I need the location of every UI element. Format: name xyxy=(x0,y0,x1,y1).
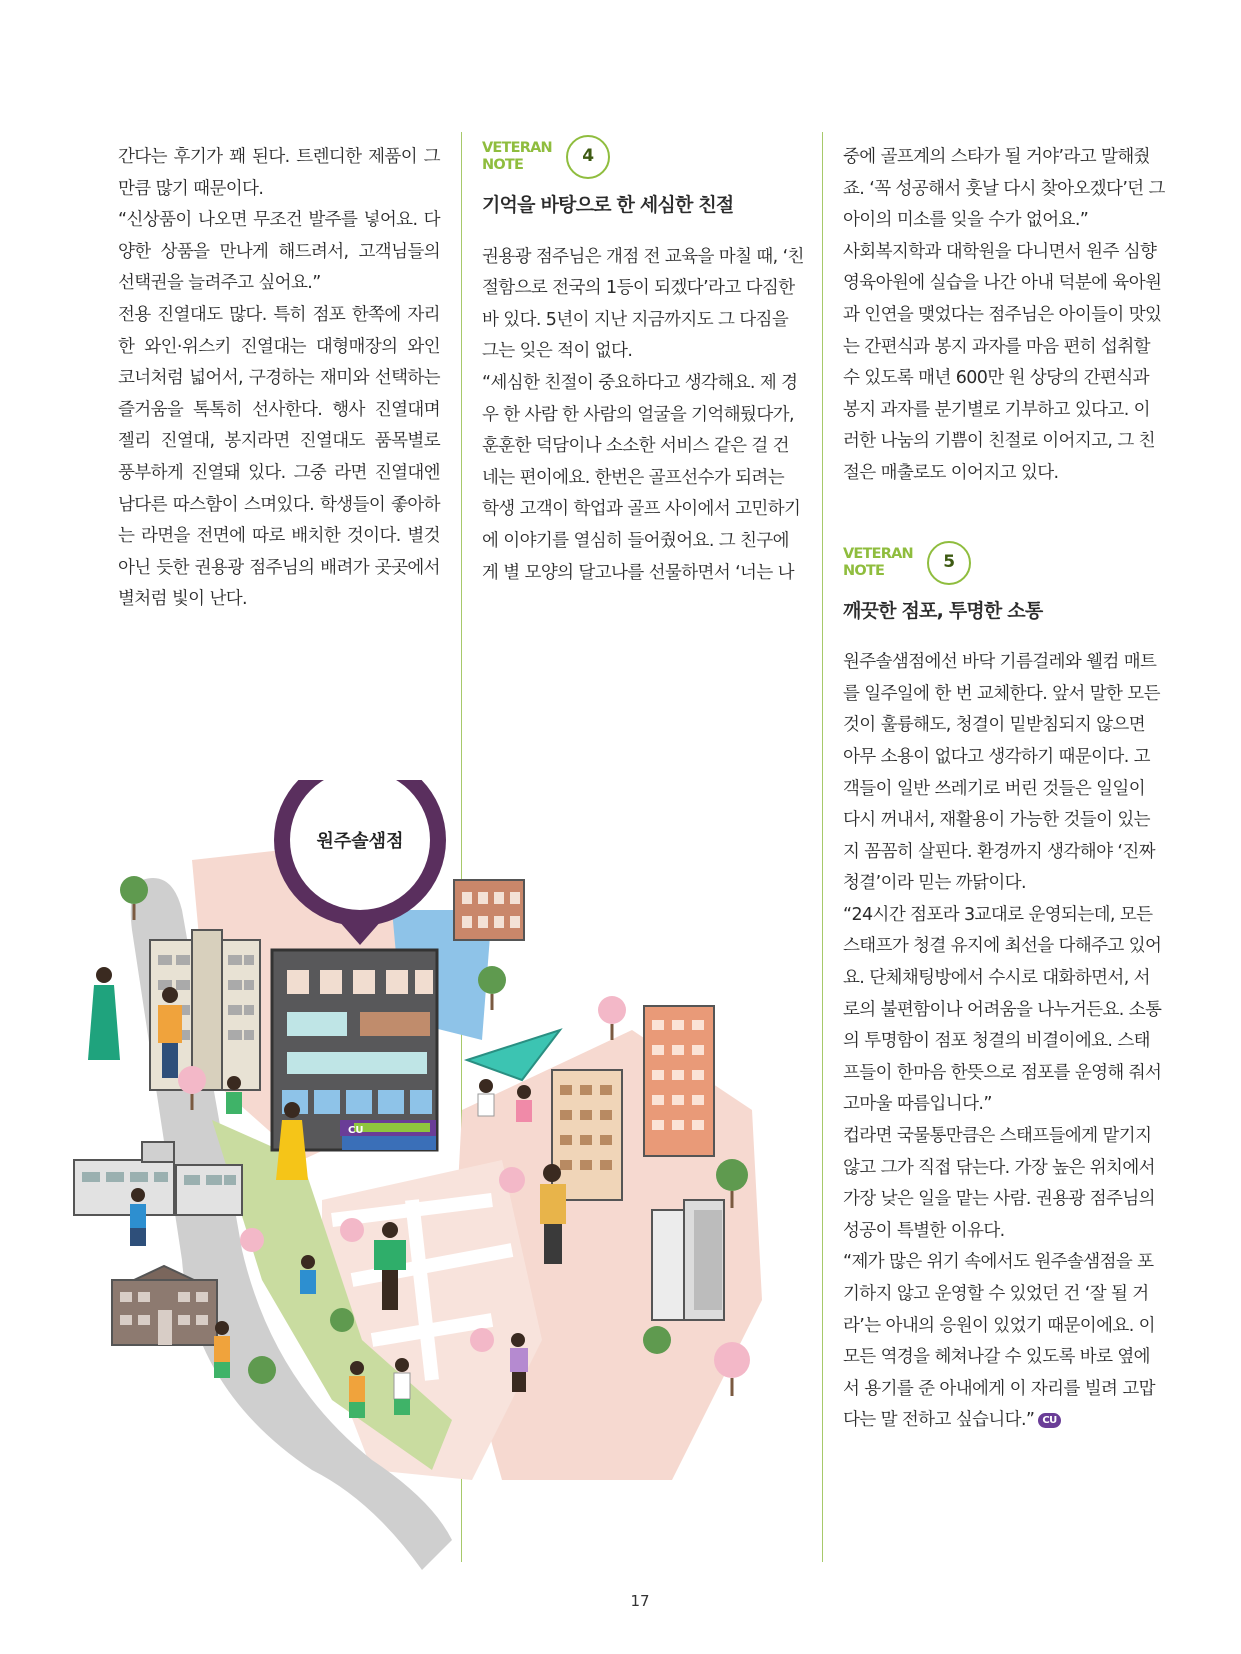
paragraph: “제가 많은 위기 속에서도 원주솔샘점을 포기하지 않고 운영할 수 있었던 건 ‘잘 될 거라’는 아내의 응원이 있었기 때문이에요. 이 모든 역경을 헤쳐나갈 수 있도록 바로 옆에서 용기를 준 아내에게 이 자리를 빌려 고맙다는 말 전하고 싶습니다.” CU xyxy=(843,1252,1155,1431)
article-column-1 xyxy=(118,142,440,616)
building-brick-top xyxy=(454,880,524,940)
paragraph: 원주솔샘점에선 바닥 기름걸레와 웰컴 매트를 일주일에 한 번 교체한다. 앞서 말한 모든 것이 훌륭해도, 청결이 밑받침되지 않으면 아무 소용이 없다고 생각하기 때문이다. 고객들이 일반 쓰레기로 버린 것들은 일일이 다시 꺼내서, 재활용이 가능한 것들이 있는지 꼼꼼히 살핀다. 환경까지 생각해야 ‘진짜 청결’이라 믿는 까닭이다. xyxy=(843,652,1160,894)
store-sign: CU xyxy=(348,1125,364,1136)
paragraph: 권용광 점주님은 개점 전 교육을 마칠 때, ‘친절함으로 전국의 1등이 되겠다’라고 다짐한 바 있다. 5년이 지난 지금까지도 그 다짐을 그는 잊은 적이 없다. xyxy=(482,246,804,362)
gray-apartment-buildings xyxy=(652,1200,724,1320)
veteran-note-label: VETERAN NOTE xyxy=(482,140,552,173)
paragraph: 중에 골프계의 스타가 될 거야’라고 말해줬죠. ‘꼭 성공해서 훗날 다시 찾아오겠다’던 그 아이의 미소를 잊을 수가 없어요.” xyxy=(843,147,1165,231)
veteran-note-5-header xyxy=(843,538,1165,588)
paragraph: “신상품이 나오면 무조건 발주를 넣어요. 다양한 상품을 만나게 해드려서, 고객님들의 선택권을 늘려주고 싶어요.” xyxy=(118,210,440,294)
paragraph: “24시간 점포라 3교대로 운영되는데, 모든 스태프가 청결 유지에 최선을 다해주고 있어요. 단체채팅방에서 수시로 대화하면서, 서로의 불편함이나 어려움을 나누거든요. 소통의 투명함이 점포 청결의 비결이에요. 스태프들이 한마음 한뜻으로 점포를 운영해 줘서 고마울 따름입니다.” xyxy=(843,904,1162,1115)
apartment-building-right xyxy=(644,1006,714,1156)
cu-logo-icon: CU xyxy=(1038,1413,1060,1428)
article-column-3 xyxy=(843,142,1165,1437)
note-number-badge: 4 xyxy=(566,135,610,179)
veteran-note-4-header xyxy=(482,132,804,182)
apartment-building-middle xyxy=(552,1070,622,1200)
column-divider-2 xyxy=(822,132,823,1562)
veteran-note-label: VETERAN NOTE xyxy=(843,545,913,579)
article-column-2 xyxy=(482,132,804,589)
paragraph: 컵라면 국물통만큼은 스태프들에게 맡기지 않고 그가 직접 닦는다. 가장 높은 위치에서 가장 낮은 일을 맡는 사람. 권용광 점주님의 성공이 특별한 이유다. xyxy=(843,1126,1155,1241)
paragraph: 간다는 후기가 꽤 된다. 트렌디한 제품이 그만큼 많기 때문이다. xyxy=(118,147,440,199)
section-title: 깨끗한 점포, 투명한 소통 xyxy=(843,599,1043,622)
section-title: 기억을 바탕으로 한 세심한 친절 xyxy=(482,194,734,216)
pin-label: 원주솔샘점 xyxy=(316,831,404,852)
paragraph: 사회복지학과 대학원을 다니면서 원주 심향 영육아원에 실습을 나간 아내 덕분에 육아원과 인연을 맺었다는 점주님은 아이들이 맛있는 간편식과 봉지 과자를 마음 편히 섭취할 수 있도록 매년 600만 원 상당의 간편식과 봉지 과자를 분기별로 기부하고 있다고. 이러한 나눔의 기쁨이 친절로 이어지고, 그 친절은 매출로도 이어지고 있다. xyxy=(843,241,1162,483)
note-number-badge: 5 xyxy=(927,541,971,585)
paragraph: 전용 진열대도 많다. 특히 점포 한쪽에 자리한 와인·위스키 진열대는 대형매장의 와인 코너처럼 넓어서, 구경하는 재미와 선택하는 즐거움을 톡톡히 선사한다. 행사 진열대며 젤리 진열대, 봉지라면 진열대도 품목별로 풍부하게 진열돼 있다. 그중 라면 진열대엔 남다른 따스함이 스며있다. 학생들이 좋아하는 라면을 전면에 따로 배치한 것이다. 별것 아닌 듯한 권용광 점주님의 배려가 곳곳에서 별처럼 빛이 난다. xyxy=(118,304,440,610)
paragraph: “세심한 친절이 중요하다고 생각해요. 제 경우 한 사람 한 사람의 얼굴을 기억해뒀다가, 훈훈한 덕담이나 소소한 서비스 같은 걸 건네는 편이에요. 한번은 골프선수가 되려는 학생 고객이 학업과 골프 사이에서 고민하기에 이야기를 열심히 들어줬어요. 그 친구에게 별 모양의 달고나를 선물하면서 ‘너는 나 xyxy=(482,372,801,583)
neighborhood-map-illustration xyxy=(72,780,802,1570)
page-number: 17 xyxy=(630,1592,650,1610)
